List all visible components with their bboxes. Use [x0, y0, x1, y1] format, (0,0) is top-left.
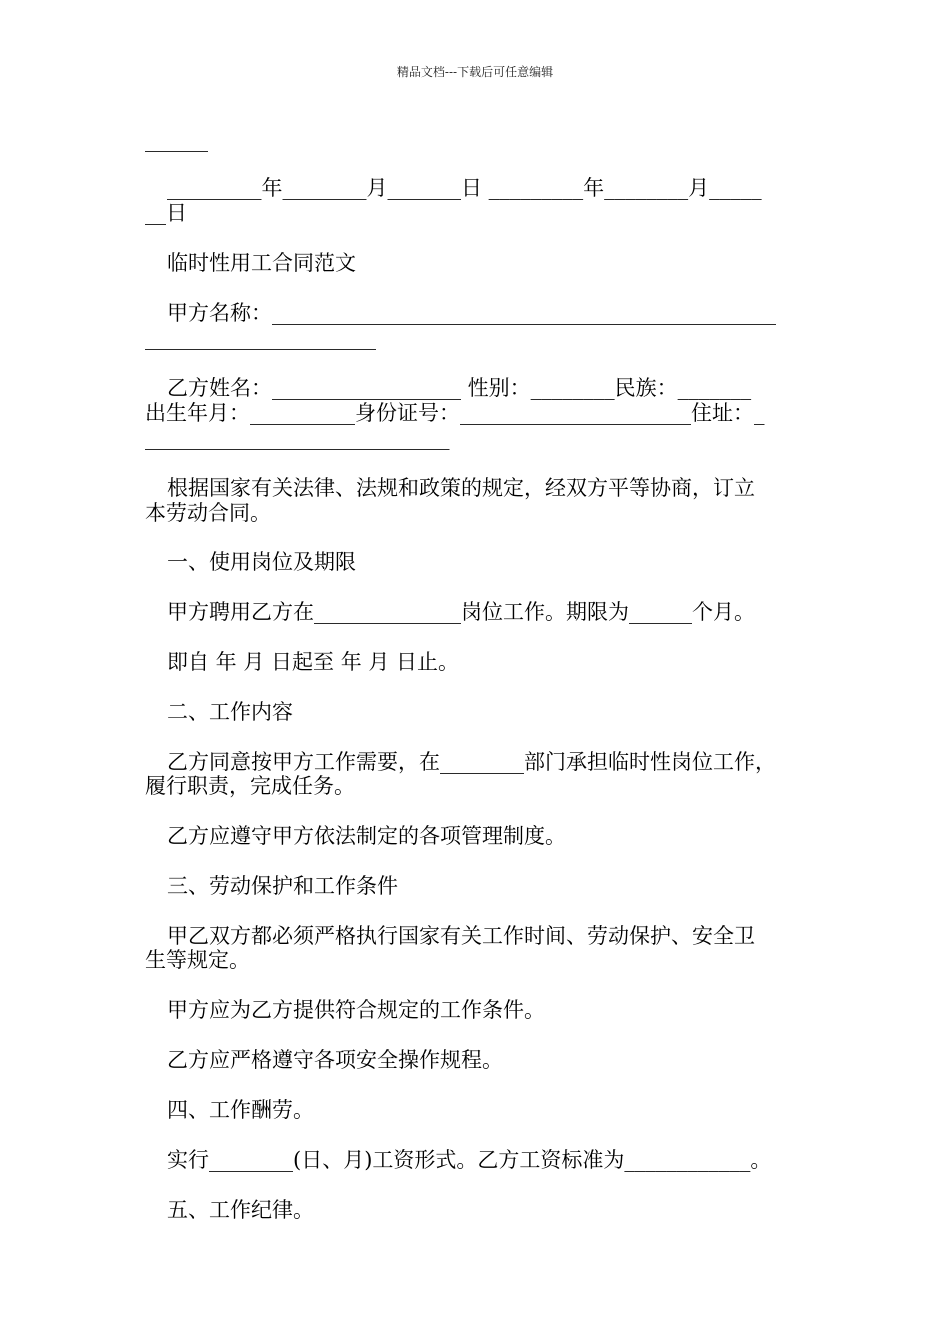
party-a-name: 甲方名称：________________________________________________ [167, 301, 776, 325]
section-2-para-2: 乙方应遵守甲方依法制定的各项管理制度。 [167, 824, 566, 848]
section-1-para-2: 即自 年 月 日起至 年 月 日止。 [167, 650, 460, 674]
section-3-title: 三、劳动保护和工作条件 [167, 874, 398, 898]
section-2-para-1b: 履行职责，完成任务。 [145, 774, 355, 798]
intro-line-2: 本劳动合同。 [145, 501, 271, 525]
section-4-para-1: 实行________(日、月)工资形式。乙方工资标准为____________。 [167, 1148, 772, 1172]
section-5-title: 五、工作纪律。 [167, 1198, 314, 1222]
section-3-para-3: 乙方应严格遵守各项安全操作规程。 [167, 1048, 503, 1072]
document-title: 临时性用工合同范文 [167, 251, 356, 275]
party-b-line-3: _____________________________ [145, 426, 450, 450]
section-2-para-1a: 乙方同意按甲方工作需要，在________部门承担临时性岗位工作， [167, 750, 776, 774]
date-line-2: __日 [145, 201, 187, 225]
section-1-para-1: 甲方聘用乙方在______________岗位工作。期限为______个月。 [167, 600, 755, 624]
section-3-para-1b: 生等规定。 [145, 948, 250, 972]
section-3-para-1a: 甲乙双方都必须严格执行国家有关工作时间、劳动保护、安全卫 [167, 924, 755, 948]
party-a-name-cont: ______________________ [145, 326, 376, 350]
section-2-title: 二、工作内容 [167, 700, 293, 724]
intro-line-1: 根据国家有关法律、法规和政策的规定，经双方平等协商，订立 [167, 476, 755, 500]
top-underline: ______ [145, 128, 208, 152]
section-3-para-2: 甲方应为乙方提供符合规定的工作条件。 [167, 998, 545, 1022]
section-1-title: 一、使用岗位及期限 [167, 550, 356, 574]
section-4-title: 四、工作酬劳。 [167, 1098, 314, 1122]
party-b-line-1: 乙方姓名：__________________ 性别：________民族：_______ [167, 376, 752, 400]
date-line-1: _________年________月_______日 _________年________月_____ [167, 176, 762, 200]
page-header: 精品文档---下载后可任意编辑 [396, 65, 554, 79]
party-b-line-2: 出生年月：__________身份证号：______________________住址：_ [145, 401, 765, 425]
